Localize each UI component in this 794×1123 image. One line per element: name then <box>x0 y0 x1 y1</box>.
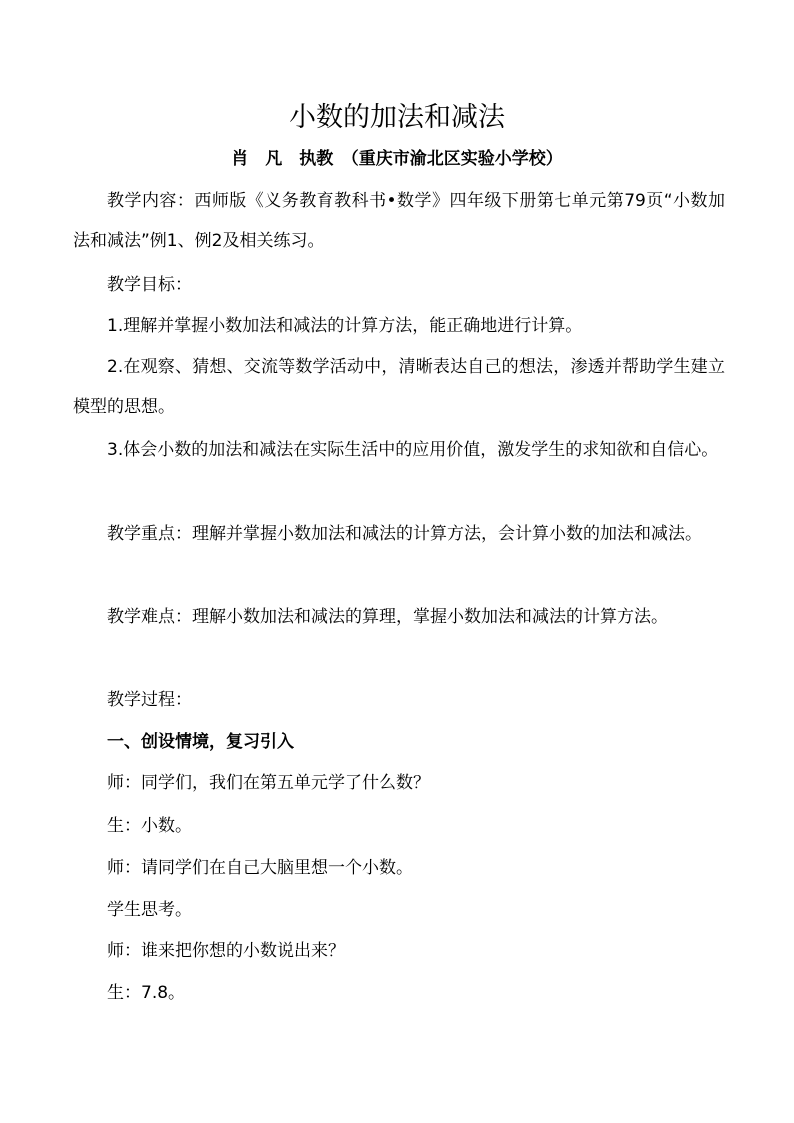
author-line: 肖 凡 执教 （重庆市渝北区实验小学校） <box>231 149 563 169</box>
paragraph-difficulties: 教学难点：理解小数加法和减法的算理，掌握小数加法和减法的计算方法。 <box>107 607 668 627</box>
dialogue-line: 学生思考。 <box>107 900 192 920</box>
paragraph-objective-2: 2.在观察、猜想、交流等数学活动中，清晰表达自己的想法，渗透并帮助学生建立模型的思想。 <box>73 357 725 417</box>
paragraph-process-heading: 教学过程： <box>107 690 192 710</box>
dialogue-line: 师：谁来把你想的小数说出来？ <box>107 941 345 961</box>
paragraph-objective-1: 1.理解并掌握小数加法和减法的计算方法，能正确地进行计算。 <box>107 316 583 336</box>
paragraph-teaching-content: 教学内容：西师版《义务教育教科书•数学》四年级下册第七单元第79页“小数加法和减法”例1、例2及相关练习。 <box>73 191 725 251</box>
dialogue-line: 生：小数。 <box>107 816 192 836</box>
dialogue-line: 师：请同学们在自己大脑里想一个小数。 <box>107 858 413 878</box>
dialogue-line: 师：同学们，我们在第五单元学了什么数？ <box>107 773 430 793</box>
paragraph-key-points: 教学重点：理解并掌握小数加法和减法的计算方法，会计算小数的加法和减法。 <box>107 524 702 544</box>
dialogue-line: 生：7.8。 <box>107 983 186 1003</box>
paragraph-objectives-heading: 教学目标： <box>107 275 192 295</box>
section-heading-1: 一、创设情境，复习引入 <box>107 732 294 752</box>
document-title: 小数的加法和减法 <box>289 102 505 133</box>
paragraph-objective-3: 3.体会小数的加法和减法在实际生活中的应用价值，激发学生的求知欲和自信心。 <box>107 440 719 460</box>
